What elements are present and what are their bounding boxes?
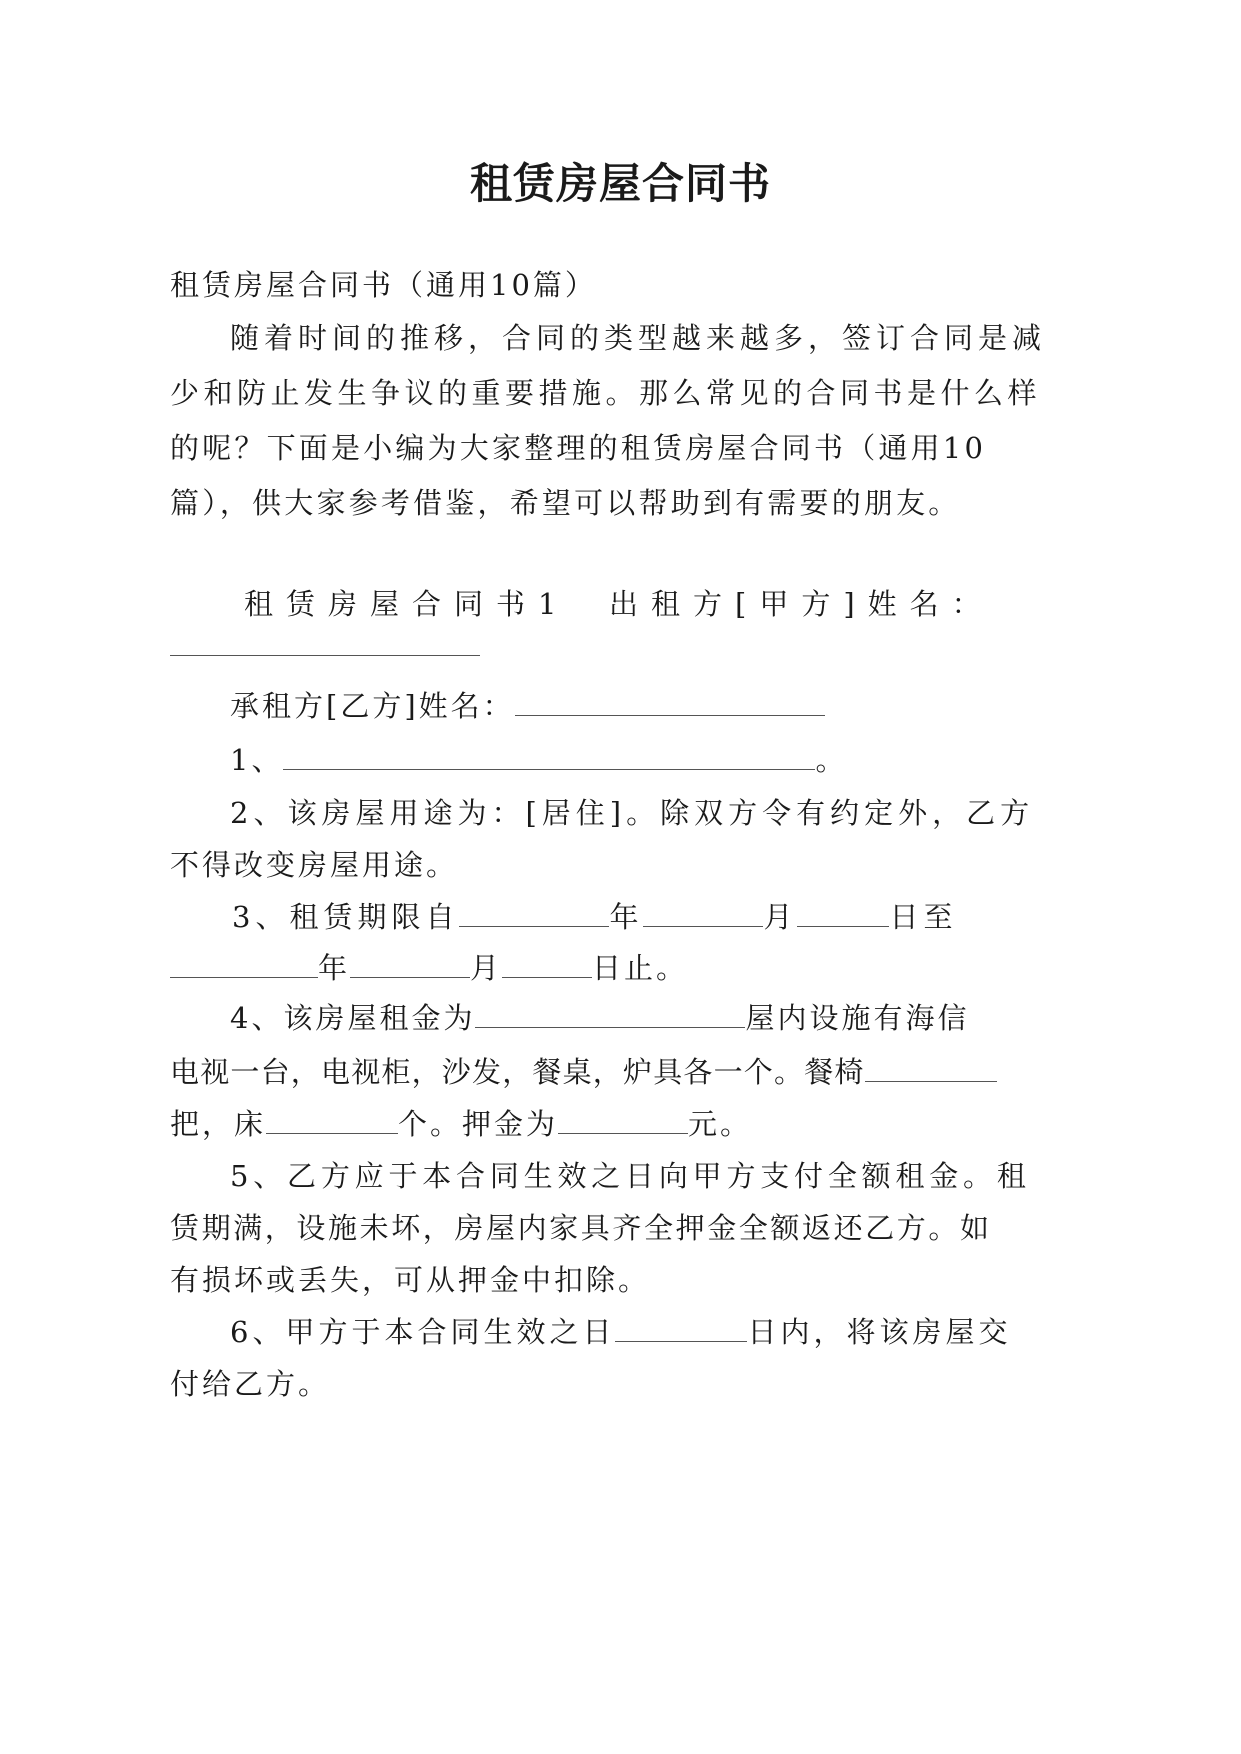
item-4-chair-unit: 把，床 — [170, 1107, 267, 1141]
item-5-line-1: 5、乙方应于本合同生效之日向甲方支付全额租金。租 — [230, 1159, 1031, 1193]
item-4-furniture-text: 电视一台，电视柜，沙发，餐桌，炉具各一个。餐椅 — [170, 1055, 865, 1089]
item-6-line-2: 付给乙方。 — [170, 1367, 331, 1401]
item-4-line-2 — [170, 1052, 997, 1092]
start-year-blank[interactable] — [459, 900, 609, 927]
end-month-blank[interactable] — [350, 951, 470, 978]
document-title: 租赁房屋合同书 — [469, 159, 771, 208]
item-3-day-end: 日止。 — [592, 951, 689, 985]
deposit-amount-blank[interactable] — [558, 1107, 688, 1134]
item-1-blank[interactable] — [283, 743, 815, 770]
item-3-line-1 — [232, 897, 958, 937]
start-day-blank[interactable] — [797, 900, 889, 927]
item-4-line-3 — [170, 1104, 752, 1144]
intro-line-3: 的呢？下面是小编为大家整理的租赁房屋合同书（通用10 — [170, 431, 987, 465]
start-month-blank[interactable] — [643, 900, 763, 927]
end-year-blank[interactable] — [170, 951, 318, 978]
item-3-prefix: 3、租赁期限自 — [232, 900, 460, 934]
item-3-year: 年 — [609, 900, 644, 934]
lessor-name-blank[interactable] — [170, 629, 480, 656]
intro-line-2: 少和防止发生争议的重要措施。那么常见的合同书是什么样 — [170, 376, 1042, 410]
item-6-prefix: 6、甲方于本合同生效之日 — [230, 1315, 616, 1349]
item-3-line-2 — [170, 948, 688, 988]
document-subtitle: 租赁房屋合同书（通用10篇） — [170, 268, 597, 302]
handover-days-blank[interactable] — [615, 1315, 747, 1342]
lessee-name-label: 承租方[乙方]姓名： — [230, 689, 515, 723]
item-3-day-to: 日至 — [889, 900, 958, 934]
lessee-name-row — [230, 686, 825, 726]
item-1-suffix: 。 — [815, 743, 848, 777]
item-1-prefix: 1、 — [230, 743, 284, 777]
lessor-name-label: 出租方[甲方]姓名： — [609, 587, 994, 621]
item-2-line-2: 不得改变房屋用途。 — [170, 848, 459, 882]
item-4-prefix: 4、该房屋租金为 — [230, 1001, 476, 1035]
item-6-line-1 — [230, 1312, 1011, 1352]
item-4-deposit-unit: 元。 — [688, 1107, 753, 1141]
item-5-line-3: 有损坏或丢失，可从押金中扣除。 — [170, 1263, 651, 1297]
item-4-after-rent: 屋内设施有海信 — [745, 1001, 970, 1035]
lessee-name-blank[interactable] — [515, 689, 825, 716]
item-2-line-1: 2、该房屋用途为：[居住]。除双方令有约定外，乙方 — [230, 796, 1035, 830]
intro-line-4: 篇），供大家参考借鉴，希望可以帮助到有需要的朋友。 — [170, 486, 961, 520]
item-6-suffix: 日内，将该房屋交 — [747, 1315, 1012, 1349]
section-heading: 租赁房屋合同书1 — [244, 587, 570, 621]
intro-line-1: 随着时间的推移，合同的类型越来越多，签订合同是减 — [230, 321, 1047, 355]
item-3-month-2: 月 — [470, 951, 503, 985]
item-1-row — [230, 740, 847, 780]
end-day-blank[interactable] — [502, 951, 592, 978]
chair-count-blank[interactable] — [865, 1055, 997, 1082]
item-4-line-1 — [230, 998, 969, 1038]
bed-count-blank[interactable] — [266, 1107, 398, 1134]
item-3-month: 月 — [763, 900, 798, 934]
item-4-bed-unit: 个。押金为 — [398, 1107, 559, 1141]
lessor-name-blank-row — [170, 626, 480, 666]
item-3-year-2: 年 — [318, 951, 351, 985]
item-5-line-2: 赁期满，设施未坏，房屋内家具齐全押金全额返还乙方。如 — [170, 1211, 992, 1245]
rent-amount-blank[interactable] — [475, 1001, 745, 1028]
